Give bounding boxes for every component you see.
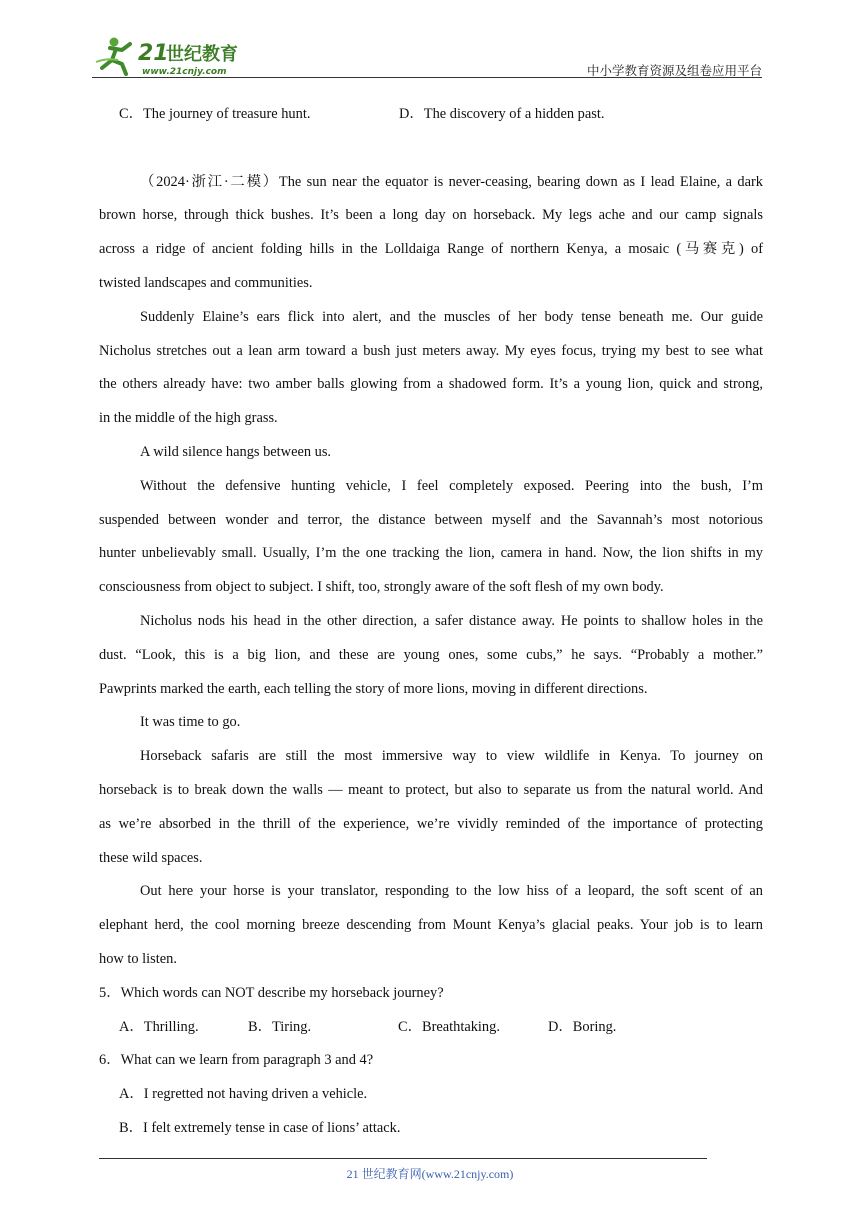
text-line: suspended between wonder and terror, the distance between myself and the Savannah’s most notorious xyxy=(99,511,763,528)
option-a: A．Thrilling. xyxy=(119,1018,199,1035)
text-line: Without the defensive hunting vehicle, I feel completely exposed. Peering into the bush, I’m xyxy=(140,477,763,494)
paragraph-1 xyxy=(99,166,763,301)
svg-text:www.21cnjy.com: www.21cnjy.com xyxy=(142,67,227,77)
text-line: （2024·浙江·二模）The sun near the equator is never-ceasing, bearing down as I lead Elaine, a dark xyxy=(140,173,763,190)
text-line: twisted landscapes and communities. xyxy=(99,274,313,291)
paragraph-6 xyxy=(99,706,763,740)
text-line: the others already have: two amber balls glowing from a shadowed form. It’s a young lion, quick and strong, xyxy=(99,376,763,393)
text-line: Nicholus stretches out a lean arm toward a bush just meters away. My eyes focus, trying my best to see what xyxy=(99,342,763,359)
option-c: C．The journey of treasure hunt. xyxy=(119,106,311,122)
text-line: Out here your horse is your translator, responding to the low hiss of a leopard, the soft scent of an xyxy=(140,883,763,900)
paragraph-7 xyxy=(99,740,763,875)
text-line: in the middle of the high grass. xyxy=(99,410,278,427)
option-d: D．Boring. xyxy=(548,1018,617,1035)
option-b: B．I felt extremely tense in case of lions’ attack. xyxy=(119,1119,401,1136)
page-header xyxy=(92,30,762,80)
text-line: dust. “Look, this is a big lion, and these are young ones, some cubs,” he says. “Probably a mother.” xyxy=(99,646,763,663)
text-line: brown horse, through thick bushes. It’s been a long day on horseback. My legs ache and our camp signals xyxy=(99,207,763,224)
text-line: how to listen. xyxy=(99,950,177,967)
text-line: A wild silence hangs between us. xyxy=(140,443,332,460)
footer-source: 21 世纪教育网(www.21cnjy.com) xyxy=(346,1167,514,1181)
paragraph-2 xyxy=(99,301,763,436)
question-options xyxy=(99,1011,763,1045)
text-line: Pawprints marked the earth, each telling the story of more lions, moving in different directions. xyxy=(99,680,648,697)
text-line: Nicholus nods his head in the other direction, a safer distance away. He points to shallow holes in the xyxy=(140,612,763,629)
text-line: these wild spaces. xyxy=(99,849,203,866)
paragraph-8 xyxy=(99,875,763,976)
text-line: across a ridge of ancient folding hills in the Lolldaiga Range of northern Kenya, a mosaic (马赛克) of xyxy=(99,241,763,258)
header-divider xyxy=(92,77,762,78)
paragraph-4 xyxy=(99,470,763,605)
option-c: C．Breathtaking. xyxy=(398,1018,500,1035)
option-d: D．The discovery of a hidden past. xyxy=(399,106,605,122)
svg-text:21: 21 xyxy=(138,41,169,66)
platform-label: 中小学教育资源及组卷应用平台 xyxy=(586,63,762,78)
paragraph-5 xyxy=(99,605,763,706)
text-line: as we’re absorbed in the thrill of the experience, we’re vividly reminded of the importance of protecting xyxy=(99,815,763,832)
question-stem: 5．Which words can NOT describe my horseback journey? xyxy=(99,984,444,1001)
paragraph-3 xyxy=(99,436,763,470)
text-line: horseback is to break down the walls — meant to protect, but also to separate us from the natural world. And xyxy=(99,781,763,798)
text-line: Suddenly Elaine’s ears flick into alert, and the muscles of her body tense beneath me. Our guide xyxy=(140,308,763,325)
question-6 xyxy=(99,1044,763,1145)
site-logo xyxy=(92,34,262,78)
question-5 xyxy=(99,977,763,1045)
prev-question-options xyxy=(99,98,763,132)
question-stem: 6．What can we learn from paragraph 3 and 4? xyxy=(99,1052,374,1069)
option-b: B．Tiring. xyxy=(248,1018,312,1035)
option-a: A．I regretted not having driven a vehicle. xyxy=(119,1086,368,1103)
svg-text:世纪教育: 世纪教育 xyxy=(166,44,238,65)
text-line: It was time to go. xyxy=(140,714,241,731)
text-line: Horseback safaris are still the most immersive way to view wildlife in Kenya. To journey on xyxy=(140,748,763,765)
text-line: hunter unbelievably small. Usually, I’m the one tracking the lion, camera in hand. Now, the lion shifts in my xyxy=(99,545,763,562)
text-line: consciousness from object to subject. I shift, too, strongly aware of the soft flesh of my own body. xyxy=(99,579,664,596)
text-line: elephant herd, the cool morning breeze descending from Mount Kenya’s glacial peaks. Your job is to learn xyxy=(99,917,763,934)
footer-divider xyxy=(99,1158,707,1159)
document-body xyxy=(99,98,763,1146)
